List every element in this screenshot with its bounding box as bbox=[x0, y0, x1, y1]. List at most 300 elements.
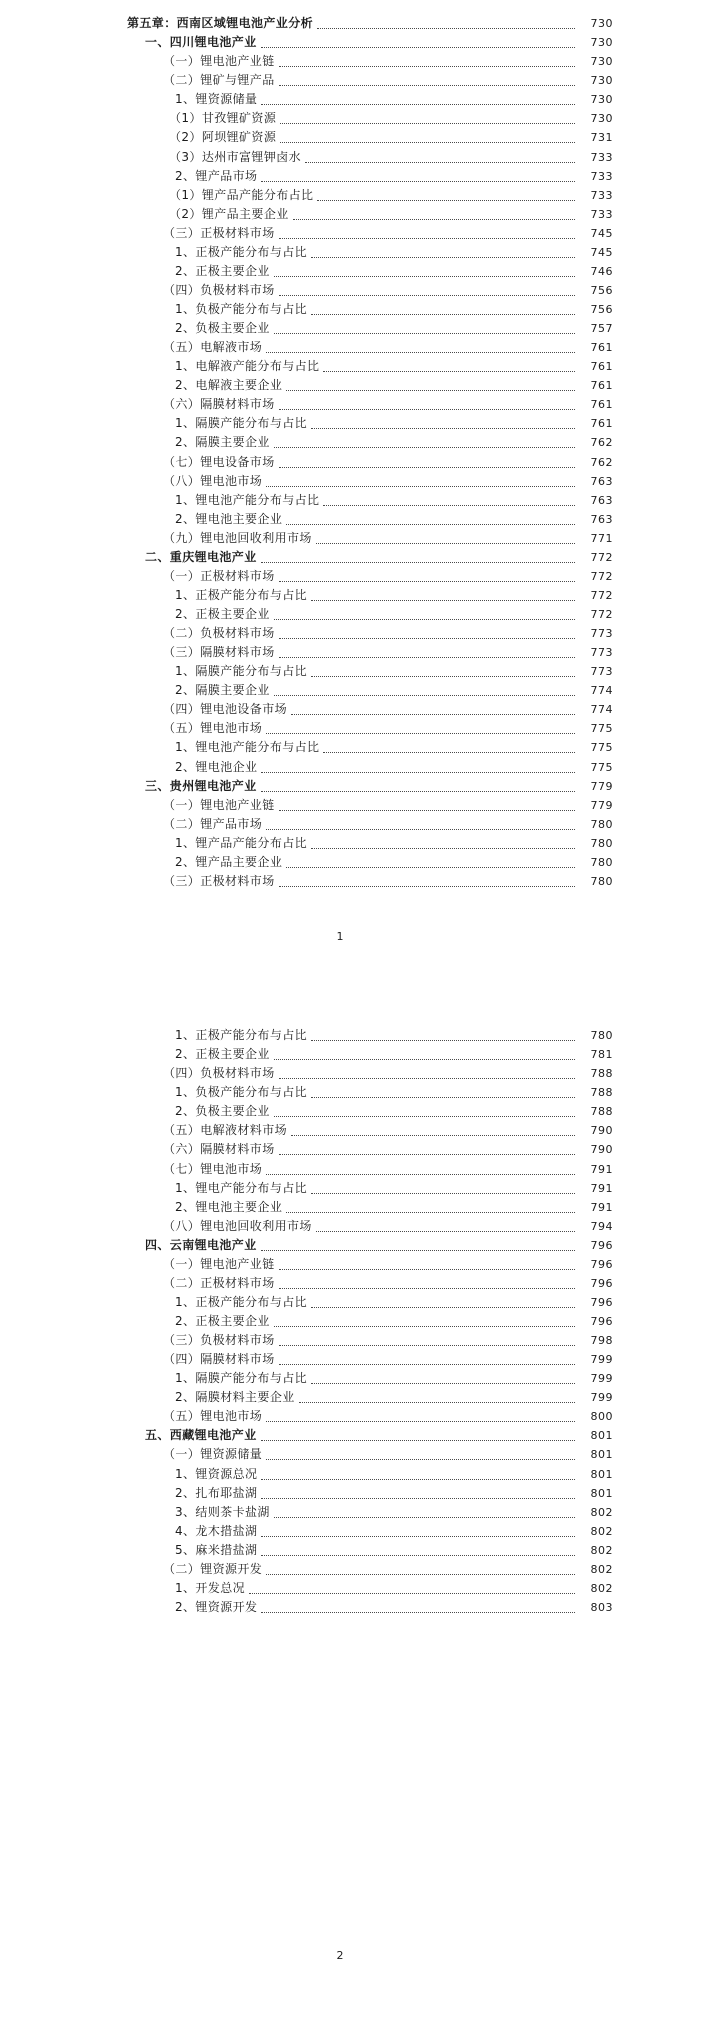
toc-entry-title: 2、正极主要企业 bbox=[175, 607, 270, 621]
dot-leader bbox=[279, 886, 575, 887]
toc-entry-page: 763 bbox=[590, 493, 613, 507]
toc-entry-title: 1、隔膜产能分布与占比 bbox=[175, 416, 308, 431]
toc-entry[interactable] bbox=[175, 1081, 613, 1100]
toc-entry-page: 780 bbox=[590, 855, 613, 869]
toc-entry-page: 733 bbox=[590, 207, 613, 221]
toc-entry-title: （2）锂产品主要企业 bbox=[169, 206, 289, 221]
toc-entry-page: 802 bbox=[590, 1562, 613, 1576]
toc-entry[interactable] bbox=[163, 1348, 613, 1367]
toc-entry-page: 801 bbox=[590, 1467, 613, 1481]
toc-entry-title: （二）锂资源开发 bbox=[163, 1561, 263, 1576]
toc-entry[interactable] bbox=[175, 660, 613, 679]
dot-leader bbox=[305, 162, 575, 163]
toc-entry-page: 791 bbox=[590, 1200, 613, 1214]
toc-entry[interactable] bbox=[175, 88, 613, 107]
toc-entry-title: （七）锂电设备市场 bbox=[163, 454, 275, 469]
toc-entry-page: 745 bbox=[590, 245, 613, 259]
toc-entry-title: （五）电解液材料市场 bbox=[163, 1123, 288, 1138]
dot-leader bbox=[279, 638, 575, 639]
toc-entry-title: （八）锂电池回收利用市场 bbox=[163, 1218, 312, 1233]
toc-list bbox=[127, 12, 613, 889]
toc-entry[interactable] bbox=[163, 450, 613, 469]
toc-entry[interactable] bbox=[175, 851, 613, 870]
toc-entry[interactable] bbox=[127, 12, 613, 31]
toc-entry-page: 802 bbox=[590, 1505, 613, 1519]
toc-entry-title: （3）达州市富锂钾卤水 bbox=[169, 149, 302, 164]
dot-leader bbox=[279, 657, 575, 658]
toc-entry[interactable] bbox=[163, 641, 613, 660]
toc-entry-page: 799 bbox=[590, 1372, 613, 1386]
toc-entry[interactable] bbox=[169, 107, 613, 126]
toc-entry-title: （三）正极材料市场 bbox=[163, 873, 275, 888]
toc-entry[interactable] bbox=[163, 1272, 613, 1291]
toc-entry-title: 2、锂电池企业 bbox=[175, 759, 258, 774]
dot-leader bbox=[279, 810, 575, 811]
toc-entry-page: 803 bbox=[590, 1600, 613, 1614]
dot-leader bbox=[286, 867, 575, 868]
toc-entry-title: 2、正极主要企业 bbox=[175, 1047, 270, 1062]
toc-entry[interactable] bbox=[163, 50, 613, 69]
toc-entry-page: 794 bbox=[590, 1219, 613, 1233]
toc-entry[interactable] bbox=[175, 355, 613, 374]
dot-leader bbox=[261, 1536, 575, 1537]
toc-entry-title: 1、正极产能分布与占比 bbox=[175, 1028, 308, 1043]
toc-entry[interactable] bbox=[175, 260, 613, 279]
toc-entry-page: 762 bbox=[590, 436, 613, 450]
toc-entry-title: （二）正极材料市场 bbox=[163, 1275, 275, 1290]
toc-entry-title: 1、隔膜产能分布与占比 bbox=[175, 664, 308, 679]
dot-leader bbox=[279, 1345, 575, 1346]
dot-leader bbox=[274, 1517, 575, 1518]
toc-entry-page: 774 bbox=[590, 703, 613, 717]
toc-entry[interactable] bbox=[163, 622, 613, 641]
toc-entry-title: 2、负极主要企业 bbox=[175, 1104, 270, 1119]
toc-entry-title: 2、锂资源开发 bbox=[175, 1599, 258, 1614]
dot-leader bbox=[261, 1555, 575, 1556]
toc-entry-title: 1、锂电池产能分布与占比 bbox=[175, 740, 320, 755]
toc-entry-page: 773 bbox=[590, 665, 613, 679]
toc-entry-title: （四）锂电池设备市场 bbox=[163, 702, 288, 717]
toc-entry-title: （2）阿坝锂矿资源 bbox=[169, 130, 277, 145]
toc-entry-page: 800 bbox=[590, 1410, 613, 1424]
toc-entry-page: 802 bbox=[590, 1543, 613, 1557]
toc-entry-page: 757 bbox=[590, 322, 613, 336]
page-number: 1 bbox=[336, 930, 344, 943]
toc-entry-title: （四）隔膜材料市场 bbox=[163, 1352, 275, 1367]
dot-leader bbox=[266, 352, 575, 353]
toc-entry[interactable] bbox=[175, 412, 613, 431]
toc-entry[interactable] bbox=[175, 755, 613, 774]
toc-entry-title: 3、结则茶卡盐湖 bbox=[175, 1504, 270, 1519]
toc-entry[interactable] bbox=[175, 1501, 613, 1520]
dot-leader bbox=[279, 85, 575, 86]
toc-entry[interactable] bbox=[175, 1482, 613, 1501]
toc-entry[interactable] bbox=[169, 126, 613, 145]
dot-leader bbox=[274, 1116, 575, 1117]
toc-entry-page: 761 bbox=[590, 379, 613, 393]
toc-entry-title: 1、开发总况 bbox=[175, 1580, 246, 1595]
toc-entry-title: 1、锂资源储量 bbox=[175, 92, 258, 107]
toc-entry-title: 三、贵州锂电池产业 bbox=[145, 778, 257, 793]
dot-leader bbox=[286, 390, 575, 391]
toc-entry-title: （六）隔膜材料市场 bbox=[163, 1142, 275, 1157]
dot-leader bbox=[266, 1421, 575, 1422]
toc-entry[interactable] bbox=[163, 1558, 613, 1577]
dot-leader bbox=[266, 829, 575, 830]
toc-entry[interactable] bbox=[175, 1100, 613, 1119]
toc-entry-title: 1、锂产品产能分布占比 bbox=[175, 835, 308, 850]
dot-leader bbox=[279, 1154, 575, 1155]
toc-entry-title: （三）正极材料市场 bbox=[163, 225, 275, 240]
toc-entry-page: 788 bbox=[590, 1067, 613, 1081]
toc-entry-page: 756 bbox=[590, 303, 613, 316]
dot-leader bbox=[280, 142, 575, 143]
toc-entry-page: 730 bbox=[590, 112, 613, 126]
dot-leader bbox=[261, 772, 575, 773]
toc-entry[interactable] bbox=[175, 1596, 613, 1615]
toc-entry-page: 796 bbox=[590, 1315, 613, 1328]
toc-entry-title: 2、扎布耶盐湖 bbox=[175, 1485, 258, 1500]
toc-entry-page: 733 bbox=[590, 188, 613, 202]
dot-leader bbox=[274, 619, 575, 620]
toc-entry-page: 730 bbox=[590, 74, 613, 88]
toc-entry-title: 4、龙木措盐湖 bbox=[175, 1523, 258, 1538]
toc-entry[interactable] bbox=[145, 775, 613, 794]
toc-entry-page: 790 bbox=[590, 1124, 613, 1138]
toc-entry-page: 761 bbox=[590, 398, 613, 412]
toc-entry[interactable] bbox=[163, 222, 613, 241]
toc-entry[interactable] bbox=[145, 31, 613, 50]
toc-entry[interactable] bbox=[163, 393, 613, 412]
toc-entry-title: （四）负极材料市场 bbox=[163, 1066, 275, 1081]
toc-entry-page: 733 bbox=[590, 169, 613, 183]
toc-entry-page: 779 bbox=[590, 779, 613, 793]
toc-entry-title: 第五章：西南区域锂电池产业分析 bbox=[127, 16, 314, 31]
dot-leader bbox=[261, 181, 575, 182]
dot-leader bbox=[317, 28, 575, 29]
toc-entry[interactable] bbox=[163, 813, 613, 832]
dot-leader bbox=[311, 1383, 575, 1384]
toc-entry[interactable] bbox=[163, 870, 613, 889]
toc-entry-page: 763 bbox=[590, 474, 613, 488]
dot-leader bbox=[317, 200, 575, 201]
dot-leader bbox=[274, 447, 575, 448]
toc-entry-page: 790 bbox=[590, 1143, 613, 1157]
toc-entry-page: 801 bbox=[590, 1429, 613, 1443]
toc-entry[interactable] bbox=[175, 1043, 613, 1062]
dot-leader bbox=[279, 1288, 575, 1289]
toc-entry-title: 2、隔膜材料主要企业 bbox=[175, 1390, 295, 1405]
toc-entry[interactable] bbox=[145, 546, 613, 565]
toc-entry-title: 5、麻米措盐湖 bbox=[175, 1542, 258, 1557]
toc-entry-title: 2、隔膜主要企业 bbox=[175, 435, 270, 450]
toc-entry-title: 2、电解液主要企业 bbox=[175, 378, 283, 393]
toc-entry-page: 780 bbox=[590, 1029, 613, 1043]
dot-leader bbox=[311, 1193, 575, 1194]
toc-entry-page: 798 bbox=[590, 1334, 613, 1348]
toc-entry-title: （一）锂电池产业链 bbox=[163, 54, 275, 69]
toc-entry[interactable] bbox=[175, 1024, 613, 1043]
toc-entry-title: （七）锂电池市场 bbox=[163, 1161, 263, 1176]
dot-leader bbox=[323, 752, 575, 753]
toc-entry-title: 1、负极产能分布与占比 bbox=[175, 302, 308, 316]
toc-entry[interactable] bbox=[175, 374, 613, 393]
toc-entry[interactable] bbox=[175, 584, 613, 603]
dot-leader bbox=[279, 1364, 575, 1365]
toc-entry-page: 781 bbox=[590, 1048, 613, 1062]
toc-entry-title: （八）锂电池市场 bbox=[163, 473, 263, 488]
toc-entry-title: 1、负极产能分布与占比 bbox=[175, 1085, 308, 1100]
dot-leader bbox=[279, 1269, 575, 1270]
toc-entry-page: 731 bbox=[590, 131, 613, 145]
dot-leader bbox=[311, 676, 575, 677]
dot-leader bbox=[279, 295, 575, 296]
toc-entry-page: 780 bbox=[590, 874, 613, 888]
toc-entry-title: 1、隔膜产能分布与占比 bbox=[175, 1371, 308, 1386]
dot-leader bbox=[323, 505, 575, 506]
dot-leader bbox=[266, 1574, 575, 1575]
toc-entry[interactable] bbox=[163, 794, 613, 813]
toc-entry-page: 773 bbox=[590, 627, 613, 641]
toc-entry-page: 733 bbox=[590, 150, 613, 164]
toc-entry[interactable] bbox=[163, 1253, 613, 1272]
toc-entry-page: 799 bbox=[590, 1391, 613, 1405]
toc-entry-title: （1）甘孜锂矿资源 bbox=[169, 111, 277, 126]
dot-leader bbox=[266, 486, 575, 487]
toc-entry-page: 772 bbox=[590, 550, 613, 564]
dot-leader bbox=[279, 66, 575, 67]
toc-entry-title: 1、锂电产能分布与占比 bbox=[175, 1180, 308, 1195]
dot-leader bbox=[274, 1326, 575, 1327]
toc-entry[interactable] bbox=[175, 508, 613, 527]
dot-leader bbox=[311, 257, 575, 258]
toc-entry[interactable] bbox=[175, 1462, 613, 1481]
dot-leader bbox=[286, 1212, 575, 1213]
toc-entry[interactable] bbox=[145, 1234, 613, 1253]
toc-entry-page: 771 bbox=[590, 531, 613, 545]
dot-leader bbox=[266, 733, 575, 734]
dot-leader bbox=[279, 238, 575, 239]
toc-entry-title: 1、正极产能分布与占比 bbox=[175, 587, 308, 602]
toc-entry[interactable] bbox=[163, 69, 613, 88]
dot-leader bbox=[311, 600, 575, 601]
dot-leader bbox=[279, 581, 575, 582]
dot-leader bbox=[311, 1040, 575, 1041]
toc-entry[interactable] bbox=[169, 145, 613, 164]
dot-leader bbox=[299, 1402, 575, 1403]
toc-entry-title: （三）负极材料市场 bbox=[163, 1333, 275, 1348]
toc-entry-title: 2、隔膜主要企业 bbox=[175, 683, 270, 698]
toc-entry-title: 1、锂电池产能分布与占比 bbox=[175, 492, 320, 507]
toc-entry[interactable] bbox=[145, 1424, 613, 1443]
toc-entry-title: （二）负极材料市场 bbox=[163, 626, 275, 641]
dot-leader bbox=[266, 1459, 575, 1460]
dot-leader bbox=[261, 1498, 575, 1499]
toc-entry-title: 二、重庆锂电池产业 bbox=[145, 549, 257, 564]
toc-entry[interactable] bbox=[175, 1539, 613, 1558]
toc-entry[interactable] bbox=[175, 603, 613, 622]
toc-entry[interactable] bbox=[175, 241, 613, 260]
dot-leader bbox=[311, 314, 575, 315]
toc-entry[interactable] bbox=[175, 679, 613, 698]
toc-entry-page: 772 bbox=[590, 608, 613, 621]
toc-entry-page: 791 bbox=[590, 1181, 613, 1195]
toc-entry[interactable] bbox=[163, 698, 613, 717]
toc-entry[interactable] bbox=[175, 298, 613, 317]
toc-entry-page: 775 bbox=[590, 760, 613, 774]
toc-entry-title: 1、正极产能分布与占比 bbox=[175, 1294, 308, 1309]
toc-entry-page: 730 bbox=[590, 55, 613, 69]
dot-leader bbox=[286, 524, 575, 525]
toc-entry[interactable] bbox=[163, 1329, 613, 1348]
toc-entry[interactable] bbox=[163, 279, 613, 298]
toc-entry-title: （三）隔膜材料市场 bbox=[163, 645, 275, 660]
toc-entry-page: 796 bbox=[590, 1238, 613, 1252]
toc-entry[interactable] bbox=[175, 1177, 613, 1196]
toc-entry-page: 802 bbox=[590, 1581, 613, 1595]
toc-entry-title: （五）电解液市场 bbox=[163, 340, 263, 355]
dot-leader bbox=[280, 123, 575, 124]
toc-entry-title: （四）负极材料市场 bbox=[163, 282, 275, 297]
toc-entry-page: 775 bbox=[590, 741, 613, 755]
toc-entry-page: 788 bbox=[590, 1086, 613, 1100]
dot-leader bbox=[261, 1612, 575, 1613]
toc-entry-title: 2、正极主要企业 bbox=[175, 263, 270, 278]
dot-leader bbox=[291, 1135, 575, 1136]
toc-entry-page: 796 bbox=[590, 1276, 613, 1290]
toc-entry-title: 1、正极产能分布与占比 bbox=[175, 244, 308, 259]
toc-entry-title: （二）锂产品市场 bbox=[163, 816, 263, 831]
toc-entry[interactable] bbox=[163, 527, 613, 546]
toc-entry[interactable] bbox=[163, 1119, 613, 1138]
dot-leader bbox=[274, 1059, 575, 1060]
toc-entry-title: （五）锂电池市场 bbox=[163, 1409, 263, 1424]
toc-entry-page: 779 bbox=[590, 798, 613, 812]
toc-entry[interactable] bbox=[175, 431, 613, 450]
toc-entry-title: （二）锂矿与锂产品 bbox=[163, 73, 275, 88]
toc-entry[interactable] bbox=[163, 1138, 613, 1157]
toc-entry-page: 796 bbox=[590, 1295, 613, 1309]
toc-entry-title: 2、锂电池主要企业 bbox=[175, 1199, 283, 1214]
toc-entry-page: 730 bbox=[590, 17, 613, 31]
toc-entry-title: 2、锂电池主要企业 bbox=[175, 511, 283, 526]
toc-entry-page: 772 bbox=[590, 569, 613, 583]
toc-entry-page: 791 bbox=[590, 1162, 613, 1176]
toc-entry-title: （六）隔膜材料市场 bbox=[163, 397, 275, 412]
toc-entry[interactable] bbox=[175, 1196, 613, 1215]
dot-leader bbox=[293, 219, 575, 220]
toc-entry-title: （五）锂电池市场 bbox=[163, 721, 263, 736]
dot-leader bbox=[279, 409, 575, 410]
toc-entry-page: 780 bbox=[590, 836, 613, 850]
dot-leader bbox=[261, 791, 575, 792]
toc-entry-title: 2、正极主要企业 bbox=[175, 1314, 270, 1328]
dot-leader bbox=[323, 371, 575, 372]
toc-entry-page: 761 bbox=[590, 360, 613, 374]
toc-entry-title: 1、电解液产能分布与占比 bbox=[175, 359, 320, 374]
dot-leader bbox=[249, 1593, 575, 1594]
toc-entry[interactable] bbox=[175, 1367, 613, 1386]
toc-entry-page: 746 bbox=[590, 264, 613, 278]
toc-entry[interactable] bbox=[163, 1157, 613, 1176]
toc-entry-title: （一）正极材料市场 bbox=[163, 568, 275, 583]
toc-entry[interactable] bbox=[175, 1310, 613, 1329]
toc-entry-page: 773 bbox=[590, 646, 613, 660]
toc-entry-title: 2、负极主要企业 bbox=[175, 321, 270, 336]
toc-entry[interactable] bbox=[163, 717, 613, 736]
dot-leader bbox=[261, 562, 575, 563]
dot-leader bbox=[311, 1307, 575, 1308]
toc-entry-page: 796 bbox=[590, 1257, 613, 1271]
toc-entry[interactable] bbox=[175, 1520, 613, 1539]
toc-entry[interactable] bbox=[175, 165, 613, 184]
toc-entry[interactable] bbox=[175, 317, 613, 336]
dot-leader bbox=[311, 1097, 575, 1098]
dot-leader bbox=[316, 1231, 575, 1232]
toc-entry-page: 761 bbox=[590, 417, 613, 431]
toc-entry-page: 801 bbox=[590, 1486, 613, 1500]
dot-leader bbox=[261, 1250, 575, 1251]
toc-entry-page: 799 bbox=[590, 1353, 613, 1367]
toc-entry-title: （1）锂产品产能分布占比 bbox=[169, 187, 314, 202]
dot-leader bbox=[291, 714, 575, 715]
dot-leader bbox=[311, 848, 575, 849]
toc-entry-page: 802 bbox=[590, 1524, 613, 1538]
toc-entry-page: 745 bbox=[590, 226, 613, 240]
toc-entry[interactable] bbox=[163, 336, 613, 355]
toc-entry-title: （九）锂电池回收利用市场 bbox=[163, 530, 312, 545]
dot-leader bbox=[274, 276, 575, 277]
toc-entry-title: （一）锂资源储量 bbox=[163, 1447, 263, 1462]
toc-entry-page: 730 bbox=[590, 93, 613, 107]
toc-entry-title: （一）锂电池产业链 bbox=[163, 1256, 275, 1271]
toc-entry[interactable] bbox=[175, 832, 613, 851]
toc-entry[interactable] bbox=[175, 1291, 613, 1310]
toc-entry-page: 756 bbox=[590, 283, 613, 297]
toc-entry-page: 775 bbox=[590, 722, 613, 736]
toc-entry[interactable] bbox=[163, 1405, 613, 1424]
toc-entry[interactable] bbox=[169, 203, 613, 222]
toc-entry[interactable] bbox=[163, 565, 613, 584]
dot-leader bbox=[311, 428, 575, 429]
toc-entry-page: 788 bbox=[590, 1105, 613, 1119]
toc-entry[interactable] bbox=[175, 736, 613, 755]
toc-entry[interactable] bbox=[163, 1062, 613, 1081]
toc-entry[interactable] bbox=[175, 1577, 613, 1596]
toc-entry[interactable] bbox=[163, 470, 613, 489]
toc-entry-title: （一）锂电池产业链 bbox=[163, 797, 275, 812]
toc-entry[interactable] bbox=[169, 184, 613, 203]
toc-entry-title: 五、西藏锂电池产业 bbox=[145, 1428, 257, 1443]
toc-entry-title: 四、云南锂电池产业 bbox=[145, 1237, 257, 1252]
toc-entry[interactable] bbox=[163, 1215, 613, 1234]
toc-entry-page: 761 bbox=[590, 341, 613, 355]
dot-leader bbox=[279, 467, 575, 468]
toc-entry[interactable] bbox=[175, 489, 613, 508]
toc-entry-page: 763 bbox=[590, 512, 613, 526]
dot-leader bbox=[274, 333, 575, 334]
toc-entry-page: 730 bbox=[590, 36, 613, 50]
toc-entry[interactable] bbox=[163, 1443, 613, 1462]
toc-entry[interactable] bbox=[175, 1386, 613, 1405]
dot-leader bbox=[261, 1440, 575, 1441]
dot-leader bbox=[279, 1078, 575, 1079]
toc-entry-page: 762 bbox=[590, 455, 613, 469]
toc-entry-page: 801 bbox=[590, 1448, 613, 1462]
toc-entry-title: 2、锂产品市场 bbox=[175, 168, 258, 183]
dot-leader bbox=[261, 1479, 575, 1480]
dot-leader bbox=[274, 695, 575, 696]
